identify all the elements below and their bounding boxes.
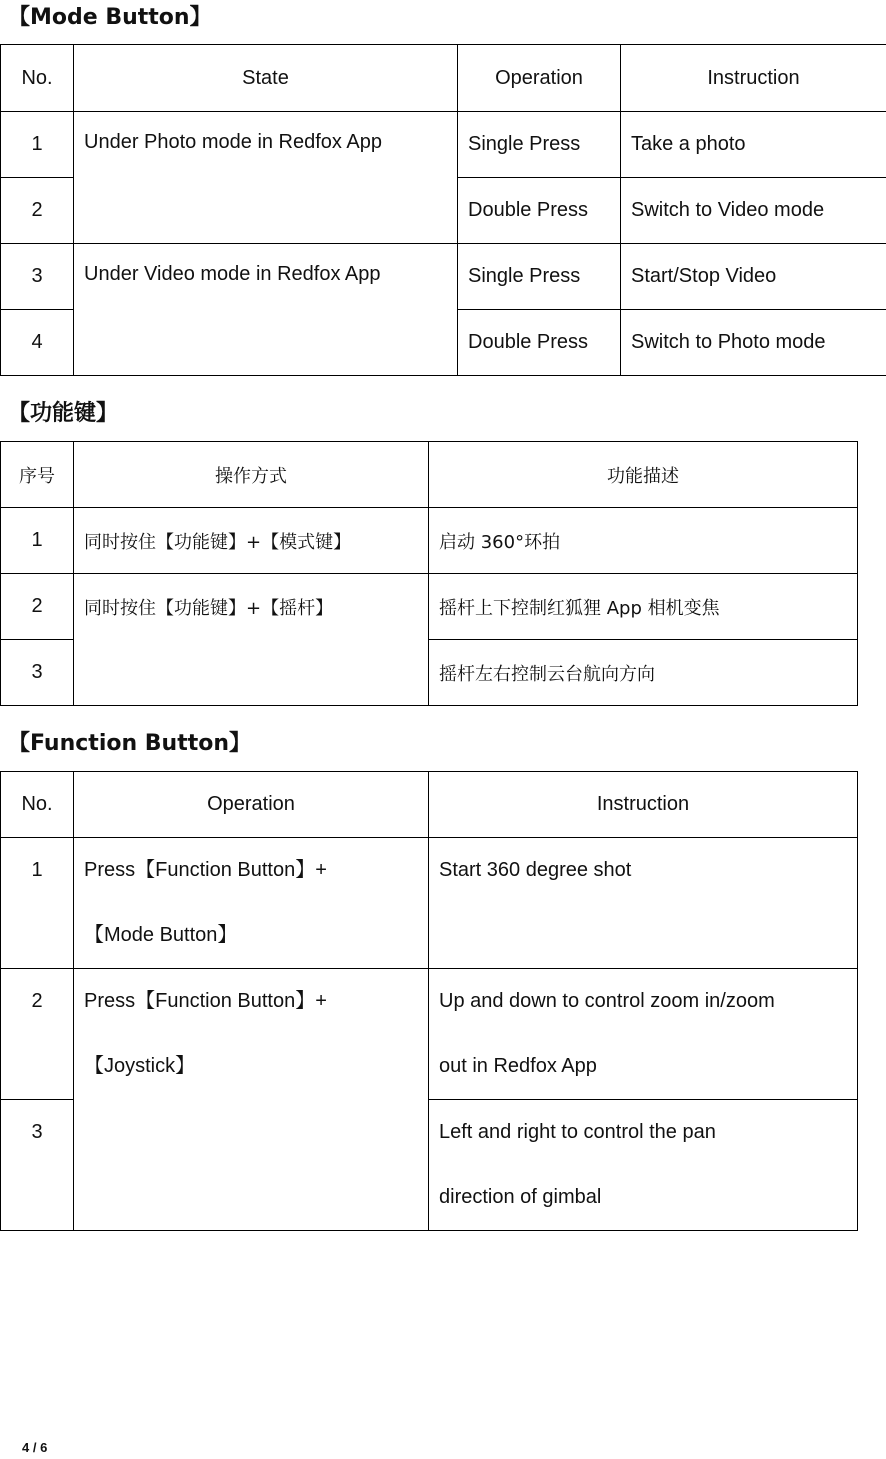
row-number: 2 <box>1 178 74 244</box>
mode-button-heading: 【Mode Button】 <box>8 5 212 30</box>
row-number: 3 <box>1 640 74 706</box>
operation-cell: Single Press <box>458 244 621 310</box>
header-instruction: Instruction <box>429 772 858 838</box>
header-operation: Operation <box>458 45 621 112</box>
table-header-row <box>1 772 858 838</box>
row-number: 1 <box>1 838 74 969</box>
operation-cell: 同时按住【功能键】+【模式键】 <box>74 508 429 574</box>
instruction-cell: Switch to Video mode <box>621 178 886 244</box>
function-button-heading: 【Function Button】 <box>8 731 252 756</box>
instruction-line: out in Redfox App <box>439 1055 597 1077</box>
table-row <box>1 969 858 1100</box>
description-cell: 摇杆左右控制云台航向方向 <box>429 640 858 706</box>
state-cell: Under Video mode in Redfox App <box>74 244 458 376</box>
operation-line: 【Mode Button】 <box>84 924 238 946</box>
header-state: State <box>74 45 458 112</box>
operation-line: Press【Function Button】+ <box>84 859 327 881</box>
header-no: No. <box>1 45 74 112</box>
description-cell: 启动 360°环拍 <box>429 508 858 574</box>
header-operation: 操作方式 <box>74 442 429 508</box>
header-description: 功能描述 <box>429 442 858 508</box>
row-number: 2 <box>1 969 74 1100</box>
description-cell: 摇杆上下控制红狐狸 App 相机变焦 <box>429 574 858 640</box>
header-instruction: Instruction <box>621 45 886 112</box>
table-header-row <box>1 45 886 112</box>
table-row <box>1 574 858 640</box>
table-header-row <box>1 442 858 508</box>
header-no: No. <box>1 772 74 838</box>
instruction-cell: Start 360 degree shot <box>429 838 858 969</box>
page-number: 4 / 6 <box>22 1440 48 1455</box>
instruction-cell: Take a photo <box>621 112 886 178</box>
instruction-line: Up and down to control zoom in/zoom <box>439 990 775 1012</box>
instruction-cell: Switch to Photo mode <box>621 310 886 376</box>
operation-cell <box>74 969 429 1231</box>
operation-line: Press【Function Button】+ <box>84 990 327 1012</box>
function-button-table <box>0 771 858 1231</box>
table-row <box>1 112 886 178</box>
instruction-cell: Start/Stop Video <box>621 244 886 310</box>
operation-cell: Single Press <box>458 112 621 178</box>
mode-button-table <box>0 44 886 376</box>
operation-cell: 同时按住【功能键】+【摇杆】 <box>74 574 429 706</box>
table-row <box>1 508 858 574</box>
header-operation: Operation <box>74 772 429 838</box>
instruction-cell <box>429 1100 858 1231</box>
operation-cell <box>74 838 429 969</box>
instruction-cell <box>429 969 858 1100</box>
table-row <box>1 244 886 310</box>
function-key-cn-table <box>0 441 858 706</box>
instruction-line: direction of gimbal <box>439 1186 602 1208</box>
operation-cell: Double Press <box>458 178 621 244</box>
row-number: 1 <box>1 508 74 574</box>
operation-cell: Double Press <box>458 310 621 376</box>
state-cell: Under Photo mode in Redfox App <box>74 112 458 244</box>
table-row <box>1 838 858 969</box>
row-number: 1 <box>1 112 74 178</box>
function-key-cn-heading: 【功能键】 <box>8 401 119 426</box>
instruction-line: Left and right to control the pan <box>439 1121 716 1143</box>
row-number: 3 <box>1 1100 74 1231</box>
row-number: 3 <box>1 244 74 310</box>
row-number: 4 <box>1 310 74 376</box>
row-number: 2 <box>1 574 74 640</box>
operation-line: 【Joystick】 <box>84 1055 196 1077</box>
header-no: 序号 <box>1 442 74 508</box>
